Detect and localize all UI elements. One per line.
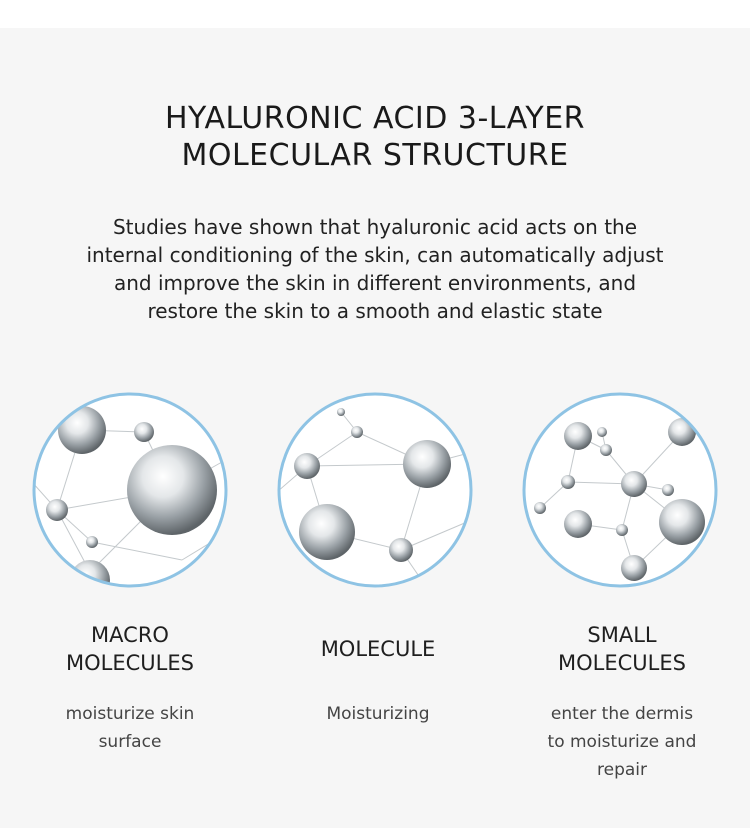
small-desc-line-3: repair [597,760,647,780]
macro-title-line-1: MACRO [91,623,169,647]
page-title [0,100,750,174]
description-line-2: internal conditioning of the skin, can automatically adjust [86,243,664,267]
small-molecule-icon [522,392,718,588]
macro-molecules-description [10,700,250,756]
small-desc-line-1: enter the dermis [550,704,694,724]
molecule-title-line-1: MOLECULE [320,637,436,661]
macro-desc-line-2: surface [98,732,162,752]
molecule-description [258,700,498,728]
small-desc-line-2: to moisturize and [547,732,697,752]
small-title-line-2: MOLECULES [558,651,686,675]
molecule-icon [277,392,473,588]
macro-desc-line-1: moisturize skin [65,704,195,724]
title-line-2: MOLECULAR STRUCTURE [181,138,569,173]
small-molecules-description [502,700,742,784]
description [30,213,720,325]
molecule-title [258,635,498,663]
molecule-desc-line-1: Moisturizing [326,704,430,724]
description-line-4: restore the skin to a smooth and elastic state [147,299,603,323]
macro-molecule-icon [32,392,228,588]
small-title-line-1: SMALL [587,623,657,647]
small-molecules-title [502,621,742,677]
description-line-3: and improve the skin in different environments, and [113,271,637,295]
macro-title-line-2: MOLECULES [66,651,194,675]
description-line-1: Studies have shown that hyaluronic acid acts on the [112,215,638,239]
macro-molecules-title [10,621,250,677]
title-line-1: HYALURONIC ACID 3-LAYER [164,101,586,136]
top-strip [0,0,750,28]
